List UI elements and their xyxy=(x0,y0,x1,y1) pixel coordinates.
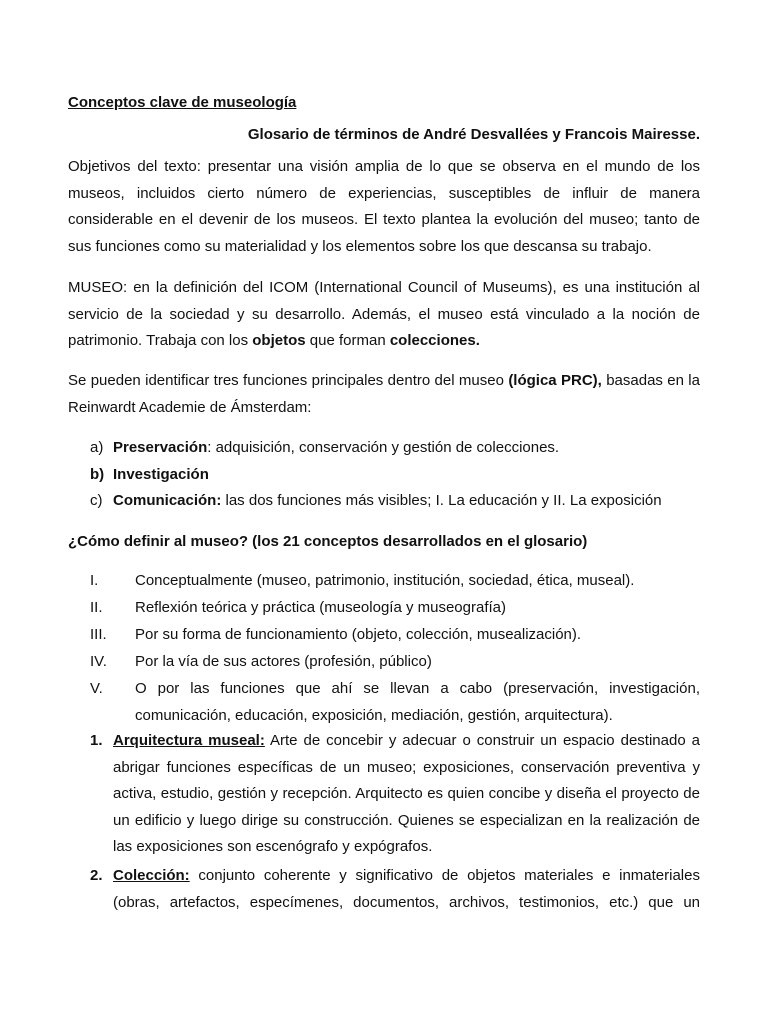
text-run: Se pueden identificar tres funciones principales dentro del museo xyxy=(68,372,509,389)
list-marker: b) xyxy=(90,466,105,483)
text-line: museos, incluidos cierto número de experiencias, susceptibles de influir de manera xyxy=(68,184,700,202)
list-marker: IV. xyxy=(90,653,107,670)
list-text: las dos funciones más visibles; I. La educación y II. La exposición xyxy=(221,492,662,509)
list-term: Comunicación: xyxy=(113,492,222,509)
text-line: las exposiciones son escenógrafo y expógrafos. xyxy=(113,838,433,856)
text-line: (obras, artefactos, especímenes, documentos, archivos, testimonios, etc.) que un xyxy=(113,893,700,911)
document-title: Conceptos clave de museología xyxy=(68,94,297,111)
text-run: que forman xyxy=(305,332,390,350)
list-text: Por la vía de sus actores (profesión, público) xyxy=(135,653,432,670)
bold-term-logica-prc: (lógica PRC), xyxy=(508,372,602,389)
item-body xyxy=(113,728,700,861)
text-line xyxy=(113,728,700,755)
text-run: conjunto coherente y significativo de objetos materiales e inmateriales xyxy=(189,867,700,884)
text-line: comunicación, educación, exposición, mediación, gestión, arquitectura). xyxy=(135,706,613,724)
text-line: Reinwardt Academie de Ámsterdam: xyxy=(68,398,312,416)
text-run: Arte de concebir y adecuar o construir un espacio destinado a xyxy=(264,732,700,749)
text-line: considerable en el devenir de los museos. El texto plantea la evolución del museo; tanto de xyxy=(68,211,700,229)
list-text: Conceptualmente (museo, patrimonio, institución, sociedad, ética, museal). xyxy=(135,572,635,589)
text-line: sus funciones como su materialidad y los elementos sobre los que descansa su trabajo. xyxy=(68,237,652,255)
list-marker: I. xyxy=(90,572,99,589)
document-subtitle: Glosario de términos de André Desvallées y Francois Mairesse. xyxy=(247,126,700,143)
text-line xyxy=(68,368,700,395)
list-text: Por su forma de funcionamiento (objeto, colección, musealización). xyxy=(135,626,582,643)
definir-heading: ¿Cómo definir al museo? (los 21 conceptos desarrollados en el glosario) xyxy=(68,533,588,550)
list-term: Investigación xyxy=(113,466,209,483)
text-line: MUSEO: en la definición del ICOM (International Council of Museums), es una institución al xyxy=(68,279,700,296)
list-item xyxy=(90,492,662,510)
list-text: Reflexión teórica y práctica (museología y museografía) xyxy=(135,599,507,616)
list-marker: 1. xyxy=(90,732,103,749)
text-line: activa, estudio, gestión y recepción. Arquitecto es quien concibe y diseña el proyecto de xyxy=(113,785,700,803)
list-text xyxy=(135,676,700,729)
list-item xyxy=(90,466,209,484)
text-run: patrimonio. Trabaja con los xyxy=(68,332,253,350)
list-marker: 2. xyxy=(90,867,103,884)
funciones-paragraph xyxy=(68,368,700,421)
list-term: Preservación xyxy=(113,439,208,456)
list-marker: a) xyxy=(90,439,104,456)
bold-term-colecciones: colecciones. xyxy=(389,332,480,350)
text-line: Objetivos del texto: presentar una visión amplia de lo que se observa en el mundo de los xyxy=(68,158,700,175)
list-marker: V. xyxy=(90,680,103,697)
list-marker: III. xyxy=(90,626,107,643)
item-body xyxy=(113,863,700,916)
list-marker: c) xyxy=(90,492,103,509)
text-line xyxy=(68,328,700,355)
text-line: abrigar funciones específicas de un museo; exposiciones, conservación preventiva y xyxy=(113,758,700,776)
text-line: O por las funciones que ahí se llevan a cabo (preservación, investigación, xyxy=(135,680,700,697)
bold-term-objetos: objetos xyxy=(252,332,306,350)
museo-paragraph xyxy=(68,275,700,355)
list-text: : adquisición, conservación y gestión de colecciones. xyxy=(207,439,560,456)
objetivos-paragraph xyxy=(68,154,700,260)
text-run: basadas en la xyxy=(601,372,700,389)
list-item xyxy=(90,439,559,457)
term-coleccion: Colección: xyxy=(113,867,190,884)
text-line: servicio de la sociedad y su desarrollo. Además, el museo está vinculado a la noción de xyxy=(68,305,700,323)
text-line xyxy=(113,863,700,890)
text-line: un edificio y luego dirige su construcción. Quienes se especializan en la realización de xyxy=(113,811,700,829)
list-marker: II. xyxy=(90,599,103,616)
term-arquitectura-museal: Arquitectura museal: xyxy=(113,732,265,749)
